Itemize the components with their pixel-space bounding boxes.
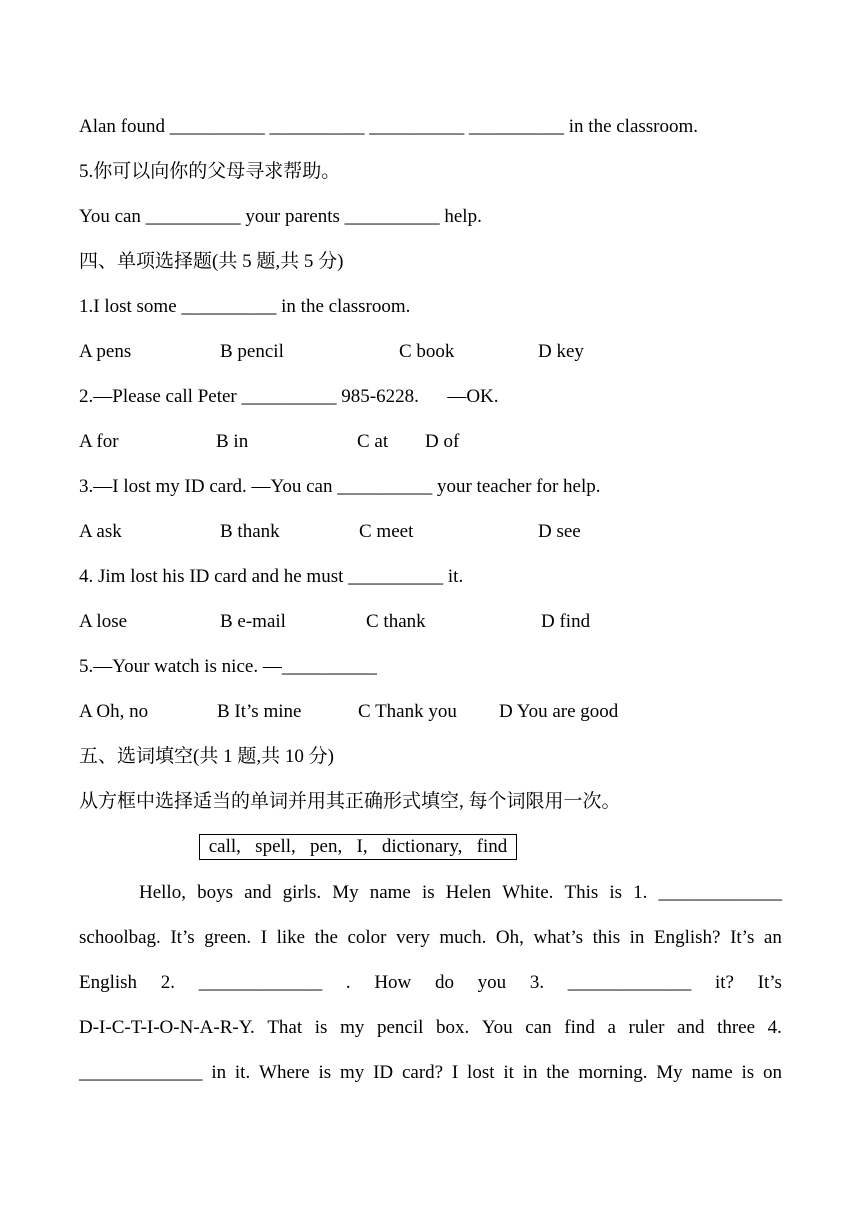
passage-word: pencil: [376, 1017, 424, 1038]
mc1-option-b: B pencil: [220, 341, 284, 362]
passage-word: It’s: [757, 972, 782, 993]
passage-word: 2.: [160, 972, 175, 993]
mc4-option-b: B e-mail: [220, 611, 286, 632]
passage-word: color: [347, 927, 387, 948]
mc4-option-a: A lose: [79, 611, 128, 632]
passage-word: .: [345, 972, 351, 993]
mc4-option-c: C thank: [366, 611, 426, 632]
mc1-option-c: C book: [399, 341, 455, 362]
passage-word: That: [267, 1017, 303, 1038]
passage-line-3: [79, 971, 782, 995]
fill-blank-line-alan: Alan found __________ __________ __________ __________ in the classroom.: [79, 116, 699, 137]
passage-word: green.: [204, 927, 252, 948]
mc5-option-d: D You are good: [499, 701, 619, 722]
passage-word: is: [421, 882, 435, 903]
passage-word: lost: [467, 1062, 495, 1083]
passage-word: and: [677, 1017, 705, 1038]
passage-word: How: [374, 972, 412, 993]
passage-word: a: [607, 1017, 616, 1038]
passage-word: My: [656, 1062, 683, 1083]
passage-word: _____________: [567, 972, 692, 993]
passage-word: can: [525, 1017, 552, 1038]
mc-question-3: 3.—I lost my ID card. —You can __________ your teacher for help.: [79, 476, 601, 497]
passage-word: Helen: [445, 882, 492, 903]
passage-word: three: [717, 1017, 756, 1038]
passage-word: it?: [714, 972, 734, 993]
mc2-option-c: C at: [357, 431, 389, 452]
passage-word: on: [762, 1062, 782, 1083]
passage-word: it: [503, 1062, 514, 1083]
passage-word: ID: [373, 1062, 394, 1083]
passage-word: It’s: [170, 927, 195, 948]
passage-line-1: [139, 881, 782, 905]
passage-word: name: [691, 1062, 733, 1083]
passage-word: the: [546, 1062, 570, 1083]
passage-word: very: [396, 927, 430, 948]
mc5-option-b: B It’s mine: [217, 701, 302, 722]
passage-word: is: [314, 1017, 328, 1038]
passage-word: in: [211, 1062, 227, 1083]
passage-word: an: [763, 927, 782, 948]
mc2-option-a: A for: [79, 431, 119, 452]
passage-word: and: [244, 882, 272, 903]
passage-word: White.: [502, 882, 554, 903]
passage-line-4: [79, 1016, 782, 1040]
mc-question-2: 2.—Please call Peter __________ 985-6228. —OK.: [79, 386, 499, 407]
mc5-option-c: C Thank you: [358, 701, 457, 722]
mc1-option-a: A pens: [79, 341, 132, 362]
passage-word: Where: [259, 1062, 310, 1083]
passage-word: English: [79, 972, 138, 993]
section-4-title: 四、单项选择题(共 5 题,共 5 分): [79, 251, 344, 272]
passage-word: 4.: [767, 1017, 782, 1038]
mc-question-1: 1.I lost some __________ in the classroom.: [79, 296, 411, 317]
passage-word: I: [451, 1062, 459, 1083]
passage-word: boys: [197, 882, 233, 903]
passage-word: my: [339, 1062, 365, 1083]
section-5-instructions: 从方框中选择适当的单词并用其正确形式填空, 每个词限用一次。: [79, 791, 621, 812]
passage-word: much.: [439, 927, 487, 948]
passage-word: my: [340, 1017, 365, 1038]
passage-word: you: [477, 972, 507, 993]
passage-word: ruler: [628, 1017, 665, 1038]
passage-word: It’s: [730, 927, 755, 948]
mc-question-5: 5.—Your watch is nice. —__________: [79, 656, 377, 677]
passage-word: is: [741, 1062, 755, 1083]
passage-word: it.: [234, 1062, 251, 1083]
fill-blank-line-you-can: You can __________ your parents __________ help.: [79, 206, 482, 227]
passage-word: My: [332, 882, 359, 903]
passage-word: Hello,: [139, 882, 186, 903]
passage-word: Oh,: [495, 927, 524, 948]
passage-word: _____________: [79, 1062, 203, 1083]
passage-word: find: [564, 1017, 595, 1038]
passage-word: what’s: [533, 927, 584, 948]
passage-word: morning.: [578, 1062, 648, 1083]
passage-word: name: [369, 882, 411, 903]
passage-line-2: [79, 926, 782, 950]
passage-word: in: [522, 1062, 538, 1083]
mc4-option-d: D find: [541, 611, 591, 632]
mc3-option-a: A ask: [79, 521, 122, 542]
mc3-option-b: B thank: [220, 521, 280, 542]
passage-word: this: [592, 927, 621, 948]
mc2-option-d: D of: [425, 431, 460, 452]
passage-word: _____________: [658, 882, 782, 903]
word-bank-box: call, spell, pen, I, dictionary, find: [199, 834, 517, 860]
passage-word: I: [260, 927, 268, 948]
passage-word: You: [481, 1017, 513, 1038]
passage-word: _____________: [198, 972, 323, 993]
passage-word: box.: [436, 1017, 470, 1038]
passage-word: This: [564, 882, 599, 903]
passage-word: card?: [401, 1062, 444, 1083]
passage-word: is: [609, 882, 623, 903]
passage-line-5: [79, 1061, 782, 1085]
mc3-option-d: D see: [538, 521, 581, 542]
passage-word: 3.: [529, 972, 545, 993]
passage-word: is: [318, 1062, 332, 1083]
mc2-option-b: B in: [216, 431, 249, 452]
passage-word: the: [314, 927, 338, 948]
mc1-option-d: D key: [538, 341, 584, 362]
mc3-option-c: C meet: [359, 521, 414, 542]
passage-word: girls.: [282, 882, 322, 903]
mc5-option-a: A Oh, no: [79, 701, 149, 722]
passage-word: in: [629, 927, 645, 948]
passage-word: like: [276, 927, 306, 948]
section-5-title: 五、选词填空(共 1 题,共 10 分): [79, 746, 334, 767]
mc-question-4: 4. Jim lost his ID card and he must __________ it.: [79, 566, 464, 587]
passage-word: D-I-C-T-I-O-N-A-R-Y.: [79, 1017, 255, 1038]
passage-word: do: [434, 972, 454, 993]
question-5-chinese: 5.你可以向你的父母寻求帮助。: [79, 161, 341, 182]
passage-word: schoolbag.: [79, 927, 161, 948]
passage-word: 1.: [633, 882, 648, 903]
passage-word: English?: [654, 927, 721, 948]
